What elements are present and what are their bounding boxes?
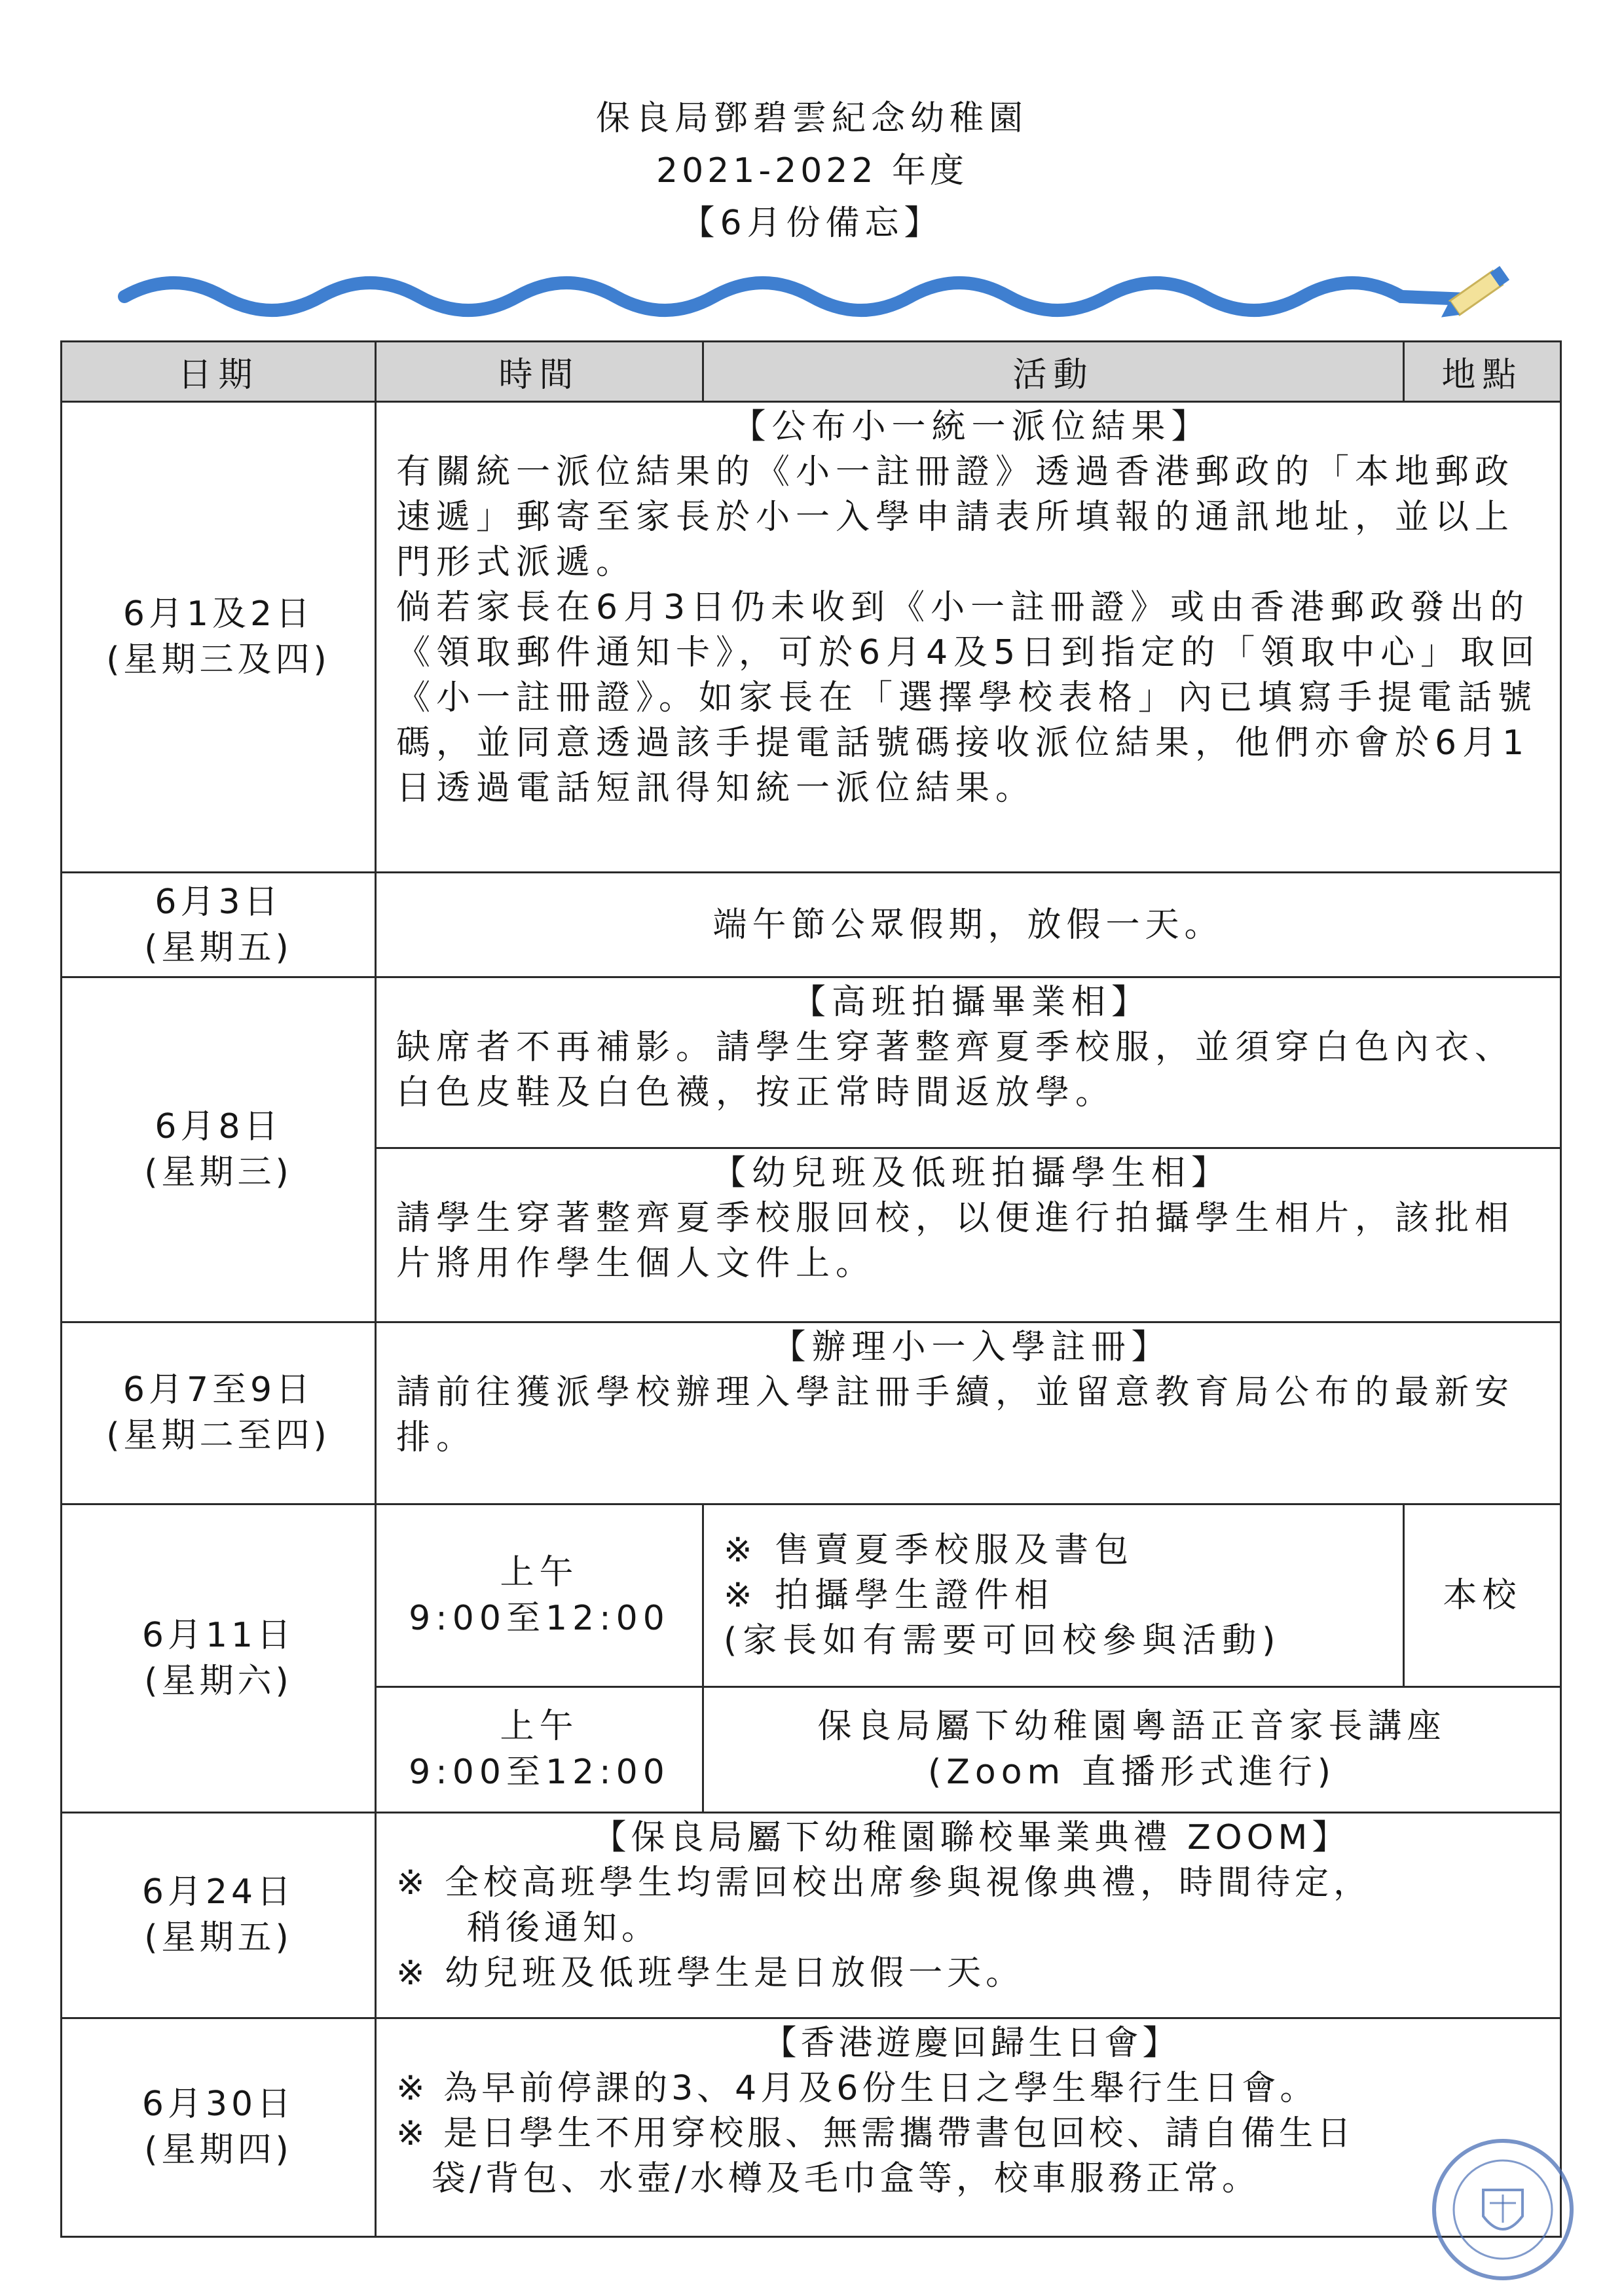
activity-cell — [376, 402, 1561, 873]
weekday-text: (星期三) — [144, 1152, 293, 1192]
date-text: 6月1及2日 — [122, 594, 314, 634]
time-cell — [376, 1504, 703, 1686]
activity-text: 有關統一派位結果的《小一註冊證》透過香港郵政的「本地郵政速遞」郵寄至家長於小一入學申請表所填報的通訊地址，並以上門形式派遞。 — [396, 452, 1515, 583]
weekday-text: (星期六) — [144, 1661, 293, 1701]
activity-item: ※ 是日學生不用穿校服、無需攜帶書包回校、請自備生日 — [396, 2113, 1356, 2153]
date-text: 6月30日 — [141, 2085, 295, 2124]
activity-cell — [376, 1148, 1561, 1322]
time-range: 9:00至12:00 — [409, 1753, 670, 1793]
activity-title: 【幼兒班及低班拍攝學生相】 — [711, 1154, 1231, 1194]
weekday-text: (星期二至四) — [106, 1416, 331, 1456]
date-cell — [62, 1322, 376, 1504]
school-year: 2021-2022 年度 — [656, 151, 968, 191]
date-cell — [62, 977, 376, 1322]
activity-text: 請前往獲派學校辦理入學註冊手續，並留意教育局公布的最新安排。 — [396, 1372, 1515, 1457]
activity-title: 【高班拍攝畢業相】 — [791, 983, 1151, 1023]
date-text: 6月11日 — [141, 1615, 295, 1655]
activity-cell — [376, 1812, 1561, 2018]
table-header-row — [62, 342, 1561, 402]
date-cell — [62, 1504, 376, 1813]
activity-text: 請學生穿著整齊夏季校服回校，以便進行拍攝學生相片，該批相片將用作學生個人文件上。 — [396, 1199, 1515, 1284]
table-row — [62, 977, 1561, 1148]
date-cell — [62, 402, 376, 873]
activity-item-continued: 稍後通知。 — [467, 1908, 661, 1948]
activity-item: ※ 拍攝學生證件相 — [724, 1576, 1055, 1616]
table-row — [62, 2018, 1561, 2236]
header-date: 日期 — [62, 342, 376, 402]
activity-cell: 端午節公眾假期，放假一天。 — [376, 873, 1561, 977]
time-range: 9:00至12:00 — [409, 1598, 670, 1638]
table-row — [62, 402, 1561, 873]
table-row — [62, 873, 1561, 977]
memo-table — [60, 340, 1562, 2238]
time-period: 上午 — [500, 1552, 579, 1592]
weekday-text: (星期五) — [144, 928, 293, 968]
date-cell — [62, 2018, 376, 2236]
table-row — [62, 1812, 1561, 2018]
header-time: 時間 — [376, 342, 703, 402]
activity-cell — [376, 1322, 1561, 1504]
activity-note: (Zoom 直播形式進行) — [927, 1753, 1336, 1793]
wavy-pencil-icon — [118, 252, 1545, 324]
school-stamp-icon — [1428, 2134, 1578, 2285]
activity-note: (家長如有需要可回校參與活動) — [724, 1621, 1282, 1661]
activity-title: 【辦理小一入學註冊】 — [771, 1327, 1172, 1367]
date-cell — [62, 873, 376, 977]
time-period: 上午 — [500, 1707, 579, 1747]
weekday-text: (星期五) — [144, 1918, 293, 1958]
header-activity: 活動 — [703, 342, 1404, 402]
activity-title: 【保良局屬下幼稚園聯校畢業典禮 ZOOM】 — [592, 1817, 1351, 1857]
date-text: 6月8日 — [155, 1106, 282, 1146]
school-name: 保良局鄧碧雲紀念幼稚園 — [595, 99, 1028, 138]
date-cell — [62, 1812, 376, 2018]
date-text: 6月24日 — [141, 1872, 295, 1912]
activity-item: ※ 售賣夏季校服及書包 — [724, 1531, 1135, 1571]
activity-item: ※ 全校高班學生均需回校出席參與視像典禮，時間待定， — [396, 1863, 1373, 1903]
venue-cell: 本校 — [1404, 1504, 1561, 1686]
table-row — [62, 1504, 1561, 1686]
activity-text: 保良局屬下幼稚園粵語正音家長講座 — [817, 1707, 1447, 1747]
weekday-text: (星期四) — [144, 2130, 293, 2170]
activity-cell — [376, 977, 1561, 1148]
date-text: 6月7至9日 — [122, 1370, 314, 1410]
activity-text: 倘若家長在6月3日仍未收到《小一註冊證》或由香港郵政發出的《領取郵件通知卡》，可於6月4及5日到指定的「領取中心」取回《小一註冊證》。如家長在「選擇學校表格」內已填寫手提電話號碼，並同意透過該手提電話號碼接收派位結果，他們亦會於6月1日透過電話短訊得知統一派位結果。 — [396, 588, 1541, 809]
activity-item: ※ 為早前停課的3、4月及6份生日之學生舉行生日會。 — [396, 2068, 1318, 2108]
table-row — [62, 1322, 1561, 1504]
activity-text: 缺席者不再補影。請學生穿著整齊夏季校服，並須穿白色內衣、白色皮鞋及白色襪，按正常時間返放學。 — [396, 1028, 1515, 1113]
weekday-text: (星期三及四) — [106, 640, 331, 680]
activity-cell — [703, 1686, 1561, 1812]
time-cell — [376, 1686, 703, 1812]
memo-title: 【6月份備忘】 — [680, 204, 944, 243]
activity-cell — [703, 1504, 1404, 1686]
activity-item-continued: 袋/背包、水壺/水樽及毛巾盒等，校車服務正常。 — [432, 2159, 1261, 2198]
header-venue: 地點 — [1404, 342, 1561, 402]
activity-cell — [376, 2018, 1561, 2236]
date-text: 6月3日 — [155, 882, 282, 922]
activity-title: 【香港遊慶回歸生日會】 — [762, 2023, 1181, 2063]
activity-item: ※ 幼兒班及低班學生是日放假一天。 — [396, 1953, 1025, 1993]
activity-title: 【公布小一統一派位結果】 — [731, 407, 1211, 447]
